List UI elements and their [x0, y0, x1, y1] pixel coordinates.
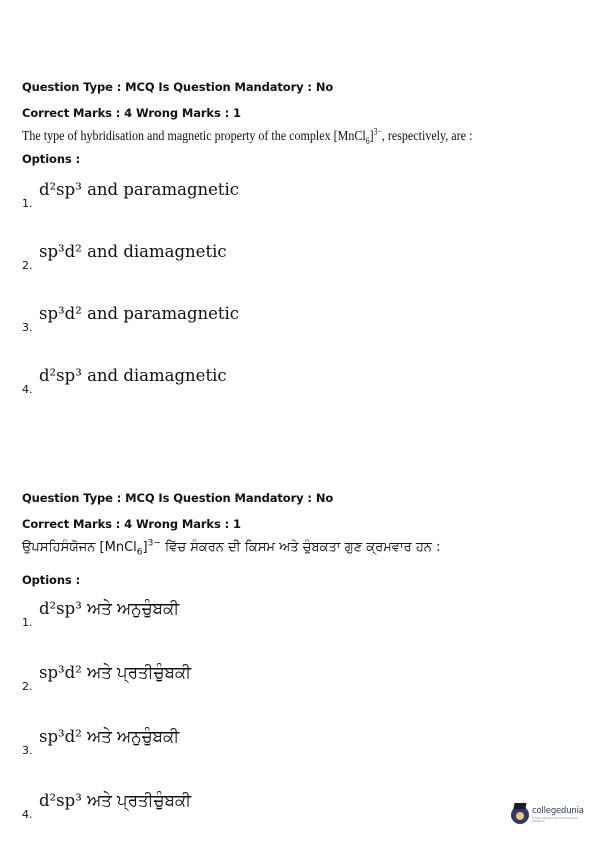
option-text: sp³d² ਅਤੇ ਅਨੁਚੁੰਬਕੀ	[39, 727, 180, 746]
stem-text-before: ਉਪਸਹਿਸੰਯੋਜਨ [MnCl	[22, 540, 137, 555]
stem-bracket: ]	[369, 129, 374, 144]
option-number: 2.	[22, 259, 33, 272]
question-block-2	[22, 491, 565, 852]
option-text: sp³d² and paramagnetic	[39, 304, 240, 323]
option-4[interactable]	[22, 363, 565, 425]
option-1[interactable]	[22, 596, 565, 660]
option-number: 1.	[22, 616, 33, 629]
stem-superscript: 3−	[373, 126, 382, 137]
logo-tagline: India's largest Student Review Platform	[532, 816, 578, 824]
options-list	[22, 596, 565, 852]
options-label: Options :	[22, 152, 81, 166]
option-4[interactable]	[22, 788, 565, 852]
question-block-1	[22, 80, 565, 425]
option-text: d²sp³ and diamagnetic	[39, 366, 227, 385]
option-number: 4.	[22, 383, 33, 396]
options-label: Options :	[22, 573, 81, 587]
option-number: 3.	[22, 321, 33, 334]
option-2[interactable]	[22, 660, 565, 724]
option-number: 2.	[22, 680, 33, 693]
stem-text-before: The type of hybridisation and magnetic property of the complex [MnCl	[22, 129, 366, 144]
marks-line: Correct Marks : 4 Wrong Marks : 1	[22, 106, 241, 120]
question-type-line: Question Type : MCQ Is Question Mandatory : No	[22, 491, 334, 505]
option-text: d²sp³ ਅਤੇ ਪ੍ਰਤੀਚੁੰਬਕੀ	[39, 791, 192, 810]
collegedunia-logo	[511, 800, 591, 830]
option-3[interactable]	[22, 724, 565, 788]
stem-subscript: 6	[365, 135, 370, 146]
option-text: d²sp³ and paramagnetic	[39, 180, 240, 199]
option-number: 1.	[22, 197, 33, 210]
marks-line: Correct Marks : 4 Wrong Marks : 1	[22, 517, 241, 531]
options-list	[22, 177, 565, 425]
graduate-mascot-icon	[511, 806, 529, 824]
option-number: 4.	[22, 808, 33, 821]
option-1[interactable]	[22, 177, 565, 239]
logo-name: collegedunia	[532, 805, 584, 816]
option-number: 3.	[22, 744, 33, 757]
option-3[interactable]	[22, 301, 565, 363]
option-2[interactable]	[22, 239, 565, 301]
option-text: sp³d² ਅਤੇ ਪ੍ਰਤੀਚੁੰਬਕੀ	[39, 663, 192, 682]
question-stem	[22, 537, 565, 559]
stem-text-after: ਵਿੱਚ ਸੰਕਰਨ ਦੀ ਕਿਸਮ ਅਤੇ ਚੁੰਬਕਤਾ ਗੁਣ ਕ੍ਰਮਵਾਰ ਹਨ :	[160, 540, 441, 555]
stem-subscript: 6	[136, 547, 143, 558]
stem-bracket: ]	[142, 540, 148, 555]
question-type-line: Question Type : MCQ Is Question Mandatory : No	[22, 80, 334, 94]
stem-superscript: 3−	[147, 538, 161, 549]
question-stem	[22, 126, 564, 148]
option-text: d²sp³ ਅਤੇ ਅਨੁਚੁੰਬਕੀ	[39, 599, 180, 618]
stem-text-after: , respectively, are :	[381, 129, 473, 144]
option-text: sp³d² and diamagnetic	[39, 242, 227, 261]
